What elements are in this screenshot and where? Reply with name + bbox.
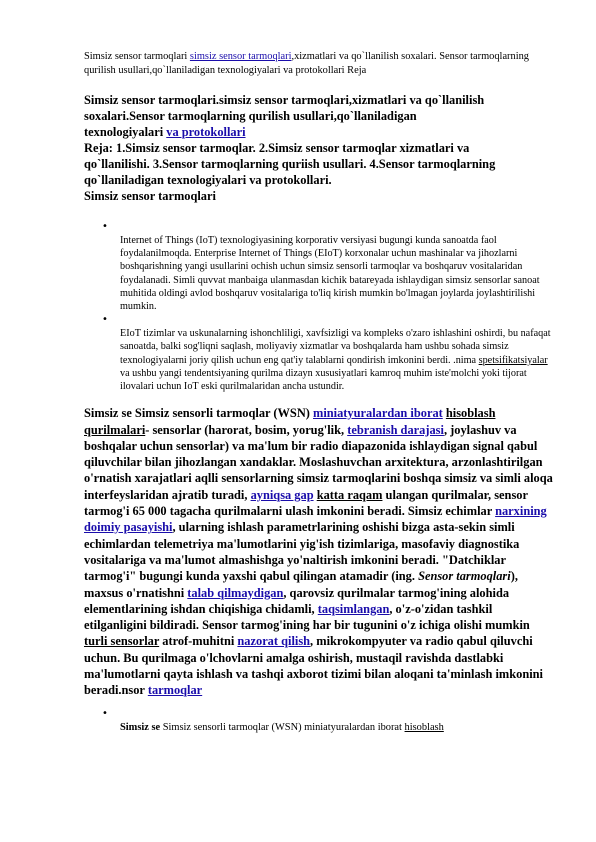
wsn-text: ulangan qurilmalar, sensor tarmog'i 65 000 tagacha qurilmalarni ulash imkonini beradi. Simsiz echimlar [84, 487, 528, 519]
heading-link[interactable]: va protokollari [166, 125, 246, 139]
bullet-bold-text: Simsiz se [120, 721, 161, 733]
wsn-link[interactable]: taqsimlangan [317, 601, 390, 616]
wsn-text: , joylashuv va boshqalar uchun sensorlar) va ma'lum bir radio diapazonida ishlaydigan signal qabul qiluvchilar bilan jihozlangan xandaklar. Moslashuvchan arxitektura, arzonlashtirilgan o'rnatish xarajatlari aqlli sensorlarning simsiz tarmoqlarini boshqa simsiz va simli aloqa interfeyslaridan ajratib turadi, [84, 422, 553, 502]
wsn-paragraph [84, 405, 554, 698]
bullet-text: EIoT tizimlar va uskunalarning ishonchliligi, xavfsizligi va kompleks o'zaro ishlashini oshirdi, bu nafaqat sanoatda, balki sog'liqni saqlash, moliyaviy xizmatlar va boshqalarda ham ushbu sohada simsiz texnologiyalarni joriy qilish uchun eng qat'iy talablarni qondirish imkonini berdi. .nima [120, 328, 551, 366]
wsn-text: atrof-muhitni [159, 634, 238, 649]
bullet-icon: • [102, 707, 108, 719]
reja-line: qo`llanilishi. 3.Sensor tarmoqlarning quriish usullari. 4.Sensor tarmoqlarning [84, 157, 496, 171]
intro-text: Simsiz sensor tarmoqlari [84, 51, 190, 62]
bullet-icon: • [102, 314, 108, 326]
intro-text-continued: ,xizmatlari va qo`llanilish soxalari. Sensor tarmoqlarning qurilish usullari,qo`llaniladigan texnologiyalari va protokollari Reja [84, 51, 529, 76]
wsn-text: Simsiz se Simsiz sensorli tarmoqlar (WSN) [84, 406, 313, 421]
heading-text: texnologiyalari [84, 125, 167, 139]
wsn-link[interactable]: hisoblash qurilmalari [84, 406, 496, 437]
heading-line [84, 124, 554, 140]
wsn-link[interactable]: ayniqsa gap [250, 487, 314, 502]
wsn-link[interactable]: katta raqam [316, 487, 383, 502]
wsn-link[interactable]: tebranish darajasi [347, 422, 444, 437]
bullet-text: Simsiz sensorli tarmoqlar (WSN) miniatyuralardan iborat [160, 721, 405, 733]
intro-link[interactable]: simsiz sensor tarmoqlari [189, 51, 292, 62]
wsn-text: , mikrokompyuter va radio qabul qiluvchi uchun. Bu qurilmaga o'lchovlarni amalga oshirish, mustaqil ravishda dastlabki ma'lumotlarni qayta ishlash va tashqi axborot tizimi bilan aloqani ta'minlash imkonini beradi.nsor [84, 634, 544, 698]
reja-line: qo`llaniladigan texnologiyalari va protokollari. [84, 173, 332, 187]
bullet-text: va ushbu yangi tendentsiyaning qurilma dizayn xususiyatlari kamroq muhim iste'molchi yoki tijorat ilovalari uchun IoT eski qurilmalaridan ancha ustundir. [120, 367, 527, 393]
wsn-link[interactable]: turli sensorlar [84, 634, 160, 649]
wsn-link[interactable]: nazorat qilish [237, 634, 311, 649]
bullet-list [84, 220, 554, 393]
bullet-link[interactable]: spetsifikatsiyalar [478, 354, 548, 366]
wsn-link[interactable]: miniatyuralardan iborat [313, 406, 443, 421]
bullet-list [84, 707, 554, 735]
wsn-italic-term: Sensor tarmoqlari [418, 569, 511, 584]
document-heading [84, 92, 554, 204]
bullet-icon: • [102, 221, 108, 232]
list-item [84, 313, 554, 393]
wsn-link[interactable]: talab qilmaydigan [187, 585, 284, 600]
bullet-paragraph [120, 313, 554, 393]
heading-line: soxalari.Sensor tarmoqlarning qurilish usullari,qo`llaniladigan [84, 109, 417, 123]
section-title: Simsiz sensor tarmoqlari [84, 189, 216, 203]
wsn-text: , o'z-o'zidan tashkil etilganligini bildiradi. Sensor tarmog'ining har bir tugunini o'z ichiga olishi mumkin [84, 601, 530, 633]
list-item [84, 707, 554, 735]
bullet-paragraph [120, 707, 554, 735]
wsn-text: ), maxsus o'rnatishni [84, 569, 518, 600]
list-item [84, 220, 554, 313]
bullet-link[interactable]: hisoblash [404, 721, 444, 733]
bullet-paragraph: Internet of Things (IoT) texnologiyasining korporativ versiyasi bugungi kunda sanoatda faol foydalanilmoqda. Enterprise Internet of Things (EIoT) korxonalar uchun mashinalar va jihozlarni boshqarishning yangi usullarini ochish uchun simsiz sensorli tarmoqlar va boshqaruv vositalaridan foydalanadi. Simli quvvat manbaiga ulanmasdan kichik batareyada ishlaydigan simsiz sensorlar sanoat muhitida oldingi avlod boshqaruv vositalariga to'liq kirish mumkin bo'lmagan joylarda joylashtirilishi mumkin. [120, 235, 540, 313]
heading-line: Simsiz sensor tarmoqlari.simsiz sensor tarmoqlari,xizmatlari va qo`llanilish [84, 93, 485, 107]
wsn-text: - sensorlar (harorat, bosim, yorug'lik, [145, 422, 348, 437]
wsn-text: , ularning ishlash parametrlarining oshishi bizga asta-sekin simli echimlardan telemetriya ma'lumotlarini yig'ish tizimlariga, masofaviy diagnostika vositalariga va ma'lumot almashishga yo'naltirish imkonini beradi. "Datchiklar tarmog'i" bugungi kunda yaxshi qabul qilingan atamadir (ing. [84, 520, 520, 584]
wsn-link[interactable]: narxining doimiy pasayishi [84, 504, 547, 535]
intro-paragraph [84, 50, 554, 78]
wsn-text: , qarovsiz qurilmalar tarmog'ining alohida elementlarining ishdan chiqishiga chidamli, [84, 585, 510, 616]
wsn-link[interactable]: tarmoqlar [147, 683, 203, 698]
document-page [84, 50, 554, 735]
reja-line: Reja: 1.Simsiz sensor tarmoqlar. 2.Simsiz sensor tarmoqlar xizmatlari va [84, 141, 470, 155]
